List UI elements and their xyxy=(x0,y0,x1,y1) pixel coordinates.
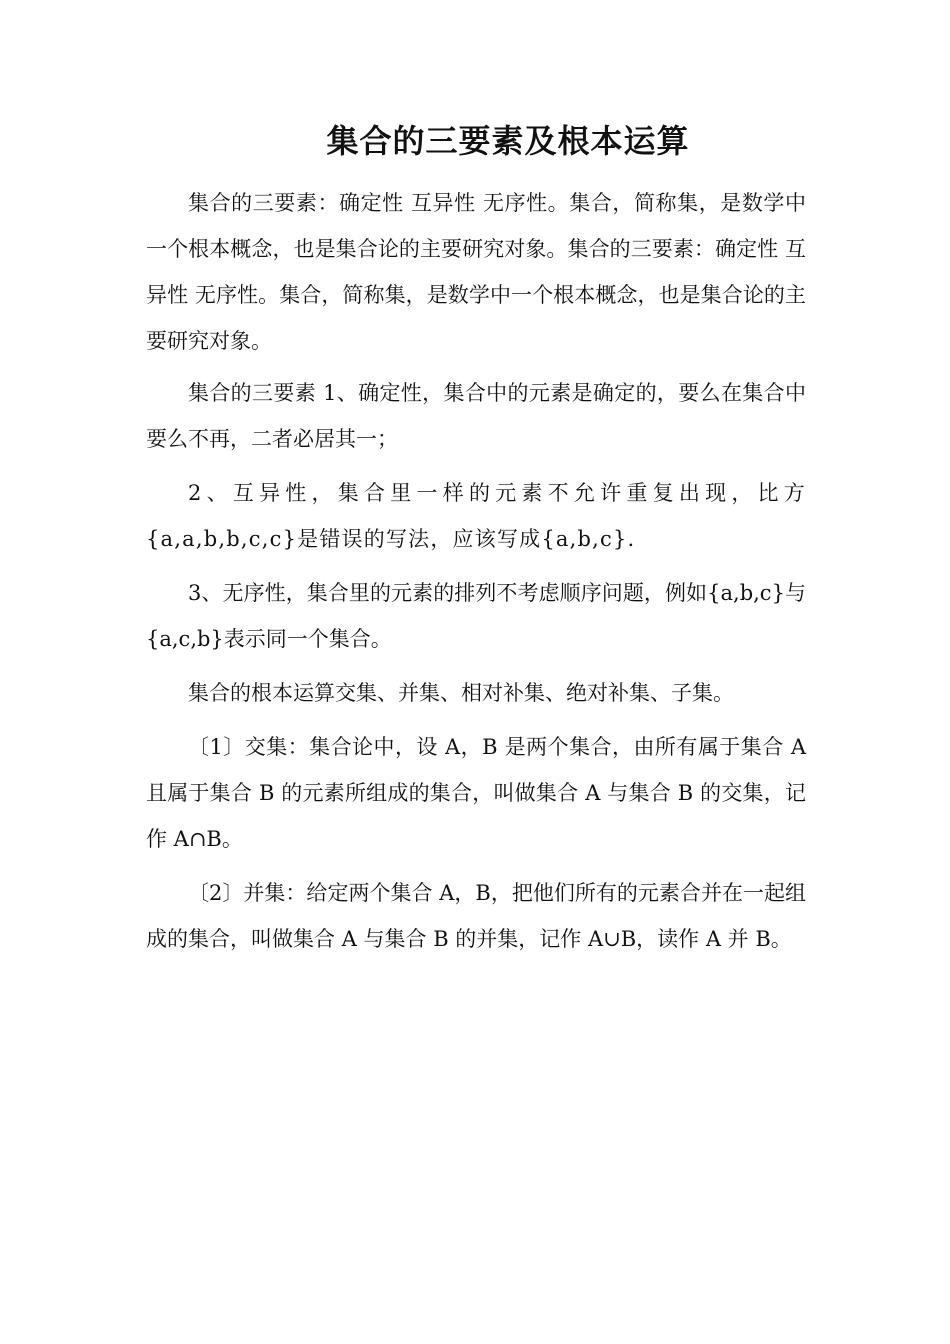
document-title: 集合的三要素及根本运算 xyxy=(326,122,690,160)
document-body xyxy=(146,180,806,970)
paragraph-intersection: 〔1〕交集：集合论中，设 A，B 是两个集合，由所有属于集合 A 且属于集合 B 的元素所组成的集合，叫做集合 A 与集合 B 的交集，记作 A∩B。 xyxy=(146,735,806,851)
paragraph-union: 〔2〕并集：给定两个集合 A，B，把他们所有的元素合并在一起组成的集合，叫做集合 A 与集合 B 的并集，记作 A∪B，读作 A 并 B。 xyxy=(146,881,806,951)
paragraph-determinacy: 集合的三要素 1、确定性，集合中的元素是确定的，要么在集合中要么不再，二者必居其一； xyxy=(146,381,806,451)
paragraph-three-elements-intro: 集合的三要素：确定性 互异性 无序性。集合，简称集，是数学中一个根本概念，也是集合论的主要研究对象。集合的三要素：确定性 互异性 无序性。集合，简称集，是数学中一个根本概念，也是集合论的主要研究对象。 xyxy=(146,191,806,353)
paragraph-distinctness: 2、互异性，集合里一样的元素不允许重复出现，比方{a,a,b,b,c,c}是错误的写法，应该写成{a,b,c}. xyxy=(146,481,806,551)
paragraph-unordered: 3、无序性，集合里的元素的排列不考虑顺序问题，例如{a,b,c}与{a,c,b}表示同一个集合。 xyxy=(146,581,806,651)
paragraph-basic-operations: 集合的根本运算交集、并集、相对补集、绝对补集、子集。 xyxy=(188,681,734,705)
